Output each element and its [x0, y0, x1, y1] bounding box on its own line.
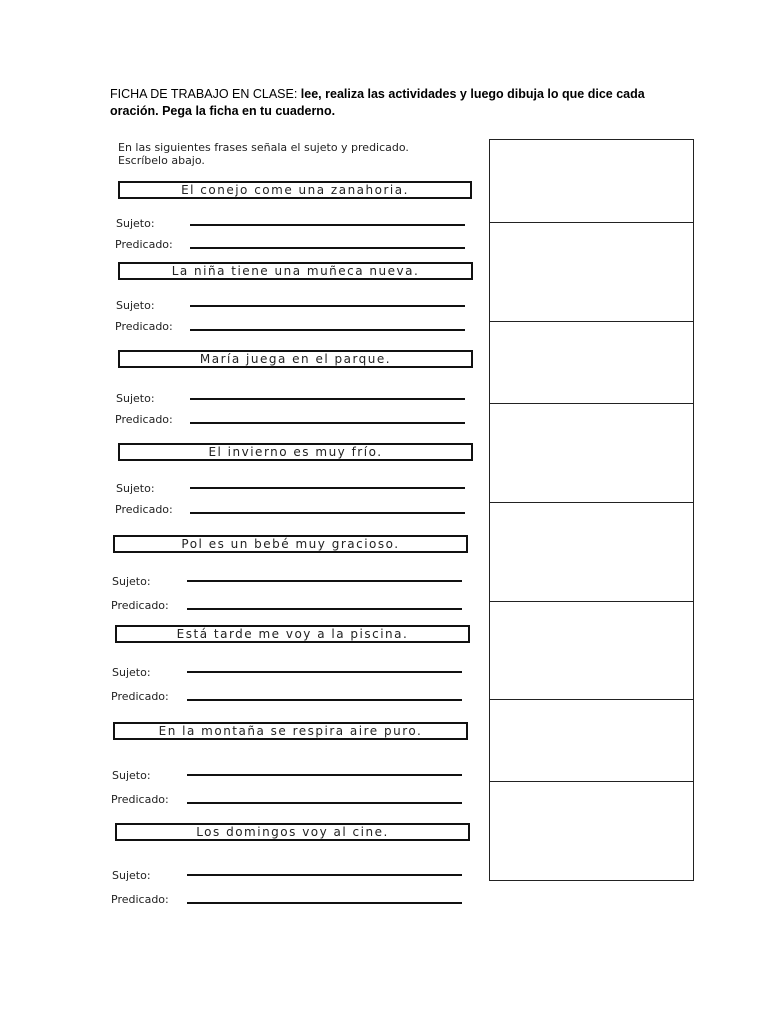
subject-label: Sujeto: — [116, 299, 155, 312]
predicate-answer-line[interactable] — [190, 247, 465, 249]
subject-label: Sujeto: — [116, 482, 155, 495]
subject-answer-line[interactable] — [190, 305, 465, 307]
subject-answer-line[interactable] — [190, 398, 465, 400]
drawing-grid — [489, 139, 694, 881]
drawing-box-2[interactable] — [490, 222, 693, 322]
predicate-answer-line[interactable] — [187, 699, 462, 701]
drawing-box-1[interactable] — [490, 140, 693, 223]
sentence-box: Los domingos voy al cine. — [115, 823, 470, 841]
predicate-label: Predicado: — [115, 503, 173, 516]
predicate-answer-line[interactable] — [187, 802, 462, 804]
predicate-answer-line[interactable] — [190, 422, 465, 424]
drawing-box-4[interactable] — [490, 403, 693, 503]
predicate-label: Predicado: — [115, 238, 173, 251]
predicate-label: Predicado: — [111, 599, 169, 612]
predicate-answer-line[interactable] — [187, 608, 462, 610]
predicate-label: Predicado: — [115, 413, 173, 426]
subject-label: Sujeto: — [112, 575, 151, 588]
drawing-box-8[interactable] — [490, 781, 693, 881]
sentence-box: La niña tiene una muñeca nueva. — [118, 262, 473, 280]
predicate-answer-line[interactable] — [187, 902, 462, 904]
subject-label: Sujeto: — [116, 217, 155, 230]
subject-label: Sujeto: — [112, 769, 151, 782]
sentence-box: Está tarde me voy a la piscina. — [115, 625, 470, 643]
sentence-box: Pol es un bebé muy gracioso. — [113, 535, 468, 553]
drawing-box-7[interactable] — [490, 699, 693, 782]
subject-answer-line[interactable] — [190, 487, 465, 489]
drawing-box-3[interactable] — [490, 321, 693, 404]
sentence-box: María juega en el parque. — [118, 350, 473, 368]
sentence-box: El invierno es muy frío. — [118, 443, 473, 461]
drawing-box-6[interactable] — [490, 601, 693, 700]
predicate-answer-line[interactable] — [190, 512, 465, 514]
instructions-line1: En las siguientes frases señala el sujeto y predicado. — [118, 141, 409, 154]
drawing-box-5[interactable] — [490, 502, 693, 602]
subject-answer-line[interactable] — [187, 580, 462, 582]
predicate-label: Predicado: — [111, 893, 169, 906]
header-instructions: lee, realiza las actividades y luego dibuja lo que dice cada — [297, 87, 645, 101]
sentence-box: El conejo come una zanahoria. — [118, 181, 472, 199]
subject-label: Sujeto: — [116, 392, 155, 405]
sentence-box: En la montaña se respira aire puro. — [113, 722, 468, 740]
worksheet-header — [110, 86, 650, 120]
subject-label: Sujeto: — [112, 869, 151, 882]
predicate-label: Predicado: — [115, 320, 173, 333]
activity-instructions — [118, 141, 468, 167]
subject-answer-line[interactable] — [187, 874, 462, 876]
predicate-label: Predicado: — [111, 793, 169, 806]
predicate-label: Predicado: — [111, 690, 169, 703]
predicate-answer-line[interactable] — [190, 329, 465, 331]
header-instructions-line2: oración. Pega la ficha en tu cuaderno. — [110, 104, 336, 118]
subject-answer-line[interactable] — [187, 774, 462, 776]
subject-label: Sujeto: — [112, 666, 151, 679]
instructions-line2: Escríbelo abajo. — [118, 154, 205, 167]
subject-answer-line[interactable] — [190, 224, 465, 226]
header-title: FICHA DE TRABAJO EN CLASE: — [110, 87, 298, 101]
subject-answer-line[interactable] — [187, 671, 462, 673]
